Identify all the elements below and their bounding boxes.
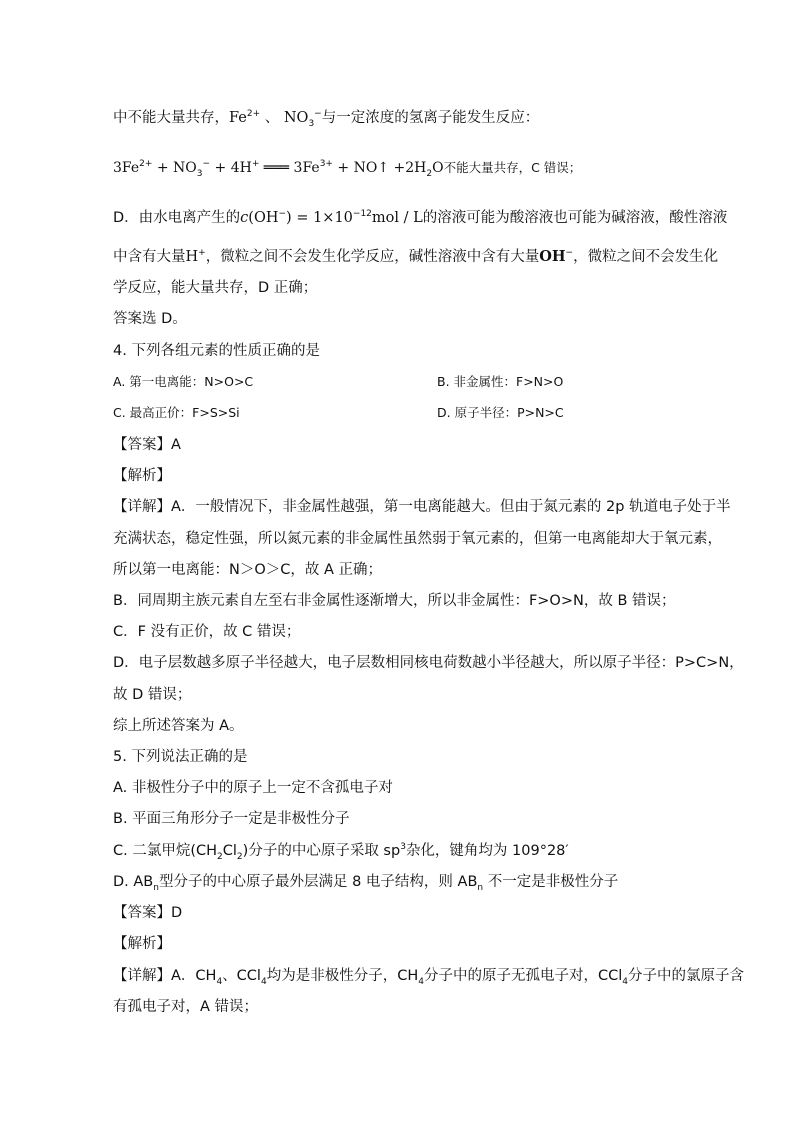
superscript: + (251, 159, 260, 170)
text: D. AB (113, 874, 154, 890)
answer-tag: 【答案】A (113, 437, 181, 453)
text: 不能大量共存，C 错误； (443, 160, 582, 175)
formula: + 4H (210, 160, 252, 176)
option-d (113, 872, 618, 892)
option-a: A. 第一电离能：N>O>C (113, 374, 254, 389)
formula: + NO↑ +2H (332, 160, 427, 176)
subscript: 4 (622, 976, 628, 987)
subscript: 4 (260, 976, 267, 987)
text: Cl (222, 843, 237, 859)
text: 不一定是非极性分子 (483, 874, 619, 890)
text-line: C．F 没有正价，故 C 错误； (113, 624, 301, 640)
subscript: 2 (426, 168, 433, 179)
text: ，微粒之间不会发生化 (573, 249, 719, 265)
subscript: 3 (308, 118, 315, 129)
text: 分子中的氯原子含 (627, 968, 744, 984)
superscript: + (198, 248, 206, 259)
text-line: D．电子层数越多原子半径越大，电子层数相同核电荷数越小半径越大，所以原子半径：P>C>N， (113, 655, 744, 671)
text: 中不能大量共存， (113, 110, 229, 126)
formula: 3Fe (293, 160, 320, 176)
formula: OH (539, 248, 566, 265)
text: 与一定浓度的氢离子能发生反应： (321, 110, 540, 126)
text-line (113, 247, 718, 267)
text: C. 二氯甲烷(CH (113, 843, 218, 859)
subscript: 2 (236, 851, 243, 862)
equation-line (113, 158, 581, 178)
subscript: 2 (217, 851, 223, 862)
option-a: A. 非极性分子中的原子上一定不含孤电子对 (113, 780, 393, 796)
subscript: n (153, 882, 159, 893)
text-line: 故 D 错误； (113, 687, 192, 703)
text-line (113, 108, 539, 128)
text-line: 有孤电子对，A 错误； (113, 999, 259, 1015)
text: 杂化，键角均为 109°28′ (405, 843, 569, 859)
text-line: 【详解】A．一般情况下，非金属性越强，第一电离能越大。但由于氮元素的 2p 轨道电子处于半 (113, 499, 731, 515)
analysis-tag: 【解析】 (113, 936, 171, 952)
formula: mol / L (371, 210, 423, 226)
formula: c (240, 210, 249, 226)
superscript: 3+ (319, 159, 333, 170)
answer-tag: 【答案】D (113, 905, 183, 921)
reaction-arrow: ═══ (259, 160, 294, 176)
text: D．由水电离产生的 (113, 210, 241, 226)
question-4: 4. 下列各组元素的性质正确的是 (113, 343, 320, 359)
text-line: B．同周期主族元素自左至右非金属性逐渐增大，所以非金属性：F>O>N，故 B 错误； (113, 593, 676, 609)
superscript: 2+ (246, 109, 261, 120)
answer-line: 答案选 D。 (113, 311, 187, 327)
text: 分子中的原子无孤电子对，CCl (423, 968, 623, 984)
superscript: −12 (352, 209, 372, 220)
text-line: 充满状态，稳定性强，所以氮元素的非金属性虽然弱于氧元素的，但第一电离能却大于氧元素， (113, 531, 722, 547)
superscript: − (278, 209, 287, 220)
text: 、CCl (222, 968, 261, 984)
superscript: 3 (400, 842, 406, 853)
text: ，微粒之间不会发生化学反应，碱性溶液中含有大量 (205, 249, 540, 265)
superscript: − (202, 159, 211, 170)
subscript: 4 (216, 976, 223, 987)
option-b: B. 非金属性：F>N>O (437, 374, 564, 389)
formula: H (185, 249, 199, 265)
subscript: n (477, 882, 484, 893)
text-line (113, 208, 727, 228)
text: 【详解】A．CH (113, 968, 217, 984)
text-line: 学反应，能大量共存，D 正确； (113, 280, 318, 296)
question-5: 5. 下列说法正确的是 (113, 749, 248, 765)
formula: O (432, 160, 444, 176)
superscript: 2+ (139, 159, 153, 170)
option-c: C. 最高正价：F>S>Si (113, 405, 240, 420)
option-b: B. 平面三角形分子一定是非极性分子 (113, 811, 350, 827)
text: 中含有大量 (113, 249, 186, 265)
text: 型分子的中心原子最外层满足 8 电子结构，则 AB (158, 874, 478, 890)
formula: ) = 1×10 (286, 210, 353, 226)
formula: 3Fe (113, 160, 140, 176)
formula: + NO (152, 160, 197, 176)
text-line: 所以第一电离能：N＞O＞C，故 A 正确； (113, 562, 383, 578)
option-c (113, 841, 569, 861)
text-line (113, 966, 744, 986)
subscript: 4 (418, 976, 424, 987)
superscript: − (565, 248, 574, 259)
text: )分子的中心原子采取 sp (242, 843, 401, 859)
text: 的溶液可能为酸溶液也可能为碱溶液，酸性溶液 (422, 210, 728, 226)
analysis-tag: 【解析】 (113, 468, 171, 484)
formula: 、 NO (260, 110, 309, 126)
superscript: − (314, 109, 322, 120)
subscript: 3 (196, 168, 203, 179)
formula: (OH (248, 210, 279, 226)
text-line: 综上所述答案为 A。 (113, 718, 244, 734)
text: 均为是非极性分子，CH (266, 968, 419, 984)
option-d: D. 原子半径：P>N>C (437, 405, 564, 420)
formula: Fe (229, 110, 247, 126)
